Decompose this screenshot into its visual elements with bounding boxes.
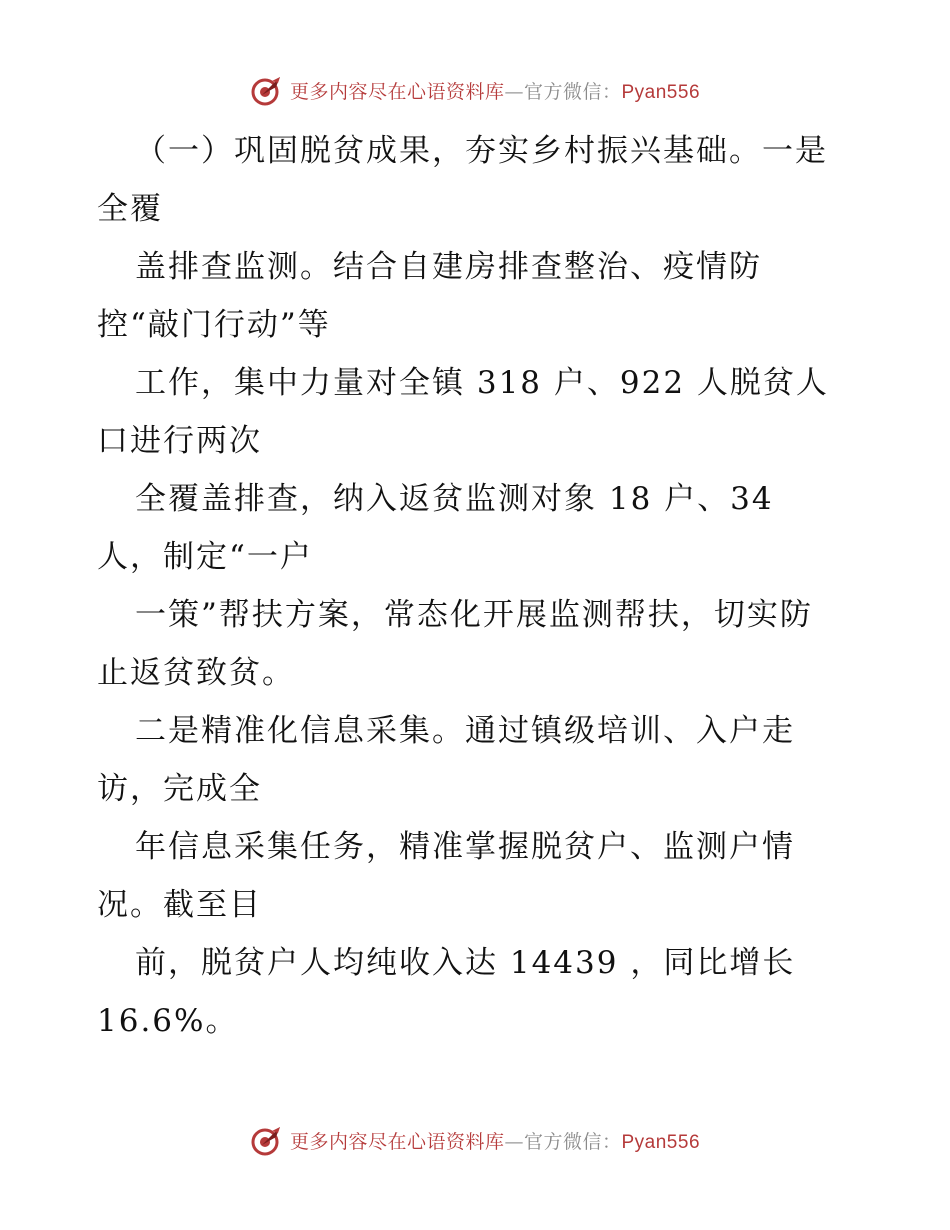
text-line: 一策”帮扶方案，常态化开展监测帮扶，切实防 xyxy=(135,597,813,633)
watermark-banner-bottom xyxy=(0,1120,950,1160)
watermark-text xyxy=(290,1127,700,1154)
feather-logo-icon xyxy=(250,1123,284,1157)
text-line: 人，制定“一户 xyxy=(97,539,313,575)
watermark-wechat-id: Pyan556 xyxy=(621,81,701,103)
text-line: 全覆盖排查，纳入返贫监测对象 18 户、34 xyxy=(135,481,774,517)
text-line: 全覆 xyxy=(97,191,163,227)
text-line: 前，脱贫户人均纯收入达 14439 ，同比增长 xyxy=(135,945,796,981)
watermark-banner-top xyxy=(0,70,950,110)
text-line: 年信息采集任务，精准掌握脱贫户、监测户情 xyxy=(135,829,795,865)
text-line: 控“敲门行动”等 xyxy=(97,307,331,343)
text-line: 工作，集中力量对全镇 318 户、922 人脱贫人 xyxy=(135,365,829,401)
watermark-title: 更多内容尽在心语资料库 xyxy=(289,80,505,103)
watermark-title: 更多内容尽在心语资料库 xyxy=(289,1130,505,1153)
document-body xyxy=(97,122,867,1050)
text-line: 盖排查监测。结合自建房排查整治、疫情防 xyxy=(135,249,762,285)
feather-logo-icon xyxy=(250,73,284,107)
watermark-wechat-id: Pyan556 xyxy=(621,1131,701,1153)
watermark-wechat-label: 官方微信： xyxy=(523,80,622,103)
text-line: 口进行两次 xyxy=(97,423,262,459)
text-line: 访，完成全 xyxy=(97,771,262,807)
watermark-wechat-label: 官方微信： xyxy=(523,1130,622,1153)
text-line: 止返贫致贫。 xyxy=(97,655,295,691)
text-line: 二是精准化信息采集。通过镇级培训、入户走 xyxy=(135,713,795,749)
text-line: （一）巩固脱贫成果，夯实乡村振兴基础。一是 xyxy=(135,133,828,169)
watermark-separator: — xyxy=(504,80,524,103)
watermark-text xyxy=(290,77,700,104)
watermark-separator: — xyxy=(504,1130,524,1153)
text-line: 16.6%。 xyxy=(97,1003,239,1039)
text-line: 况。截至目 xyxy=(97,887,262,923)
